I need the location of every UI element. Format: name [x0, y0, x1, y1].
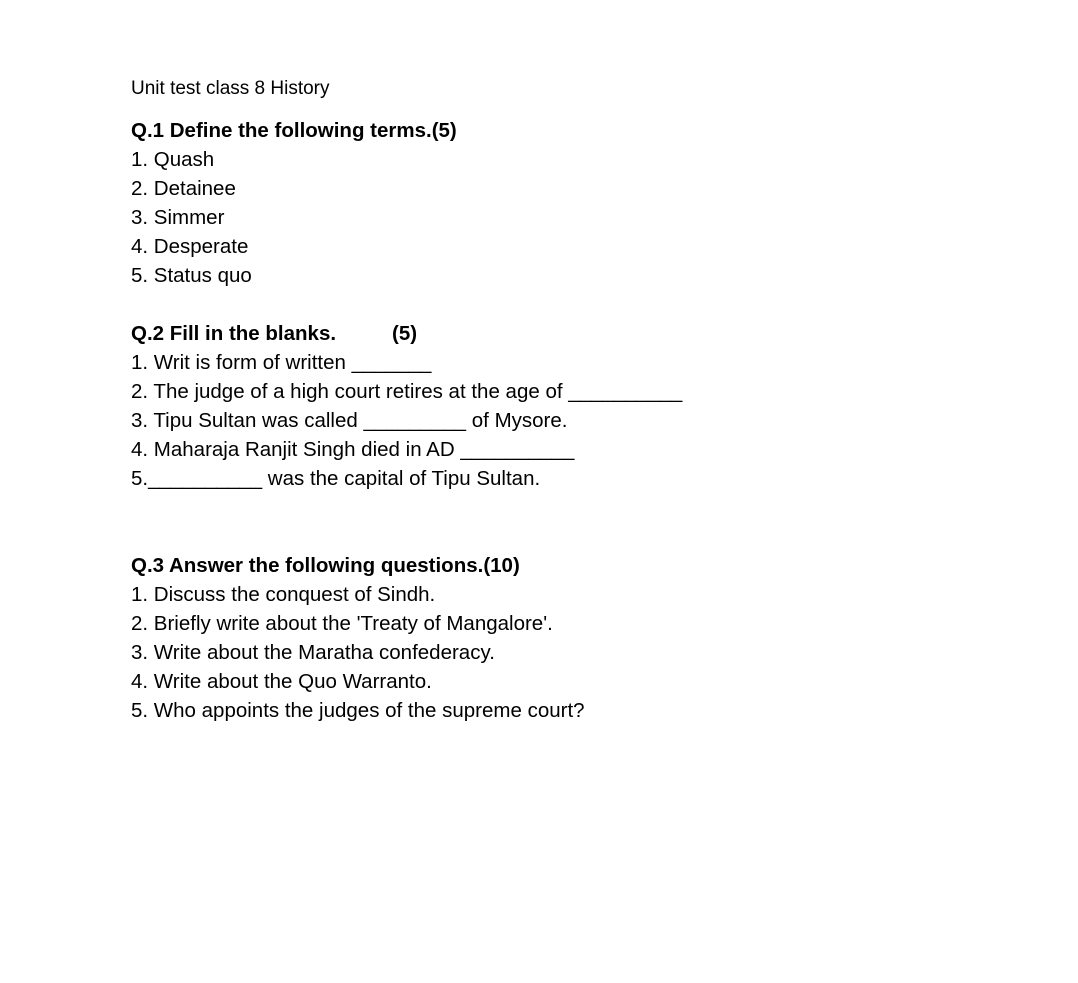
list-item: 2. The judge of a high court retires at the age of __________ — [131, 380, 683, 403]
list-item: 2. Briefly write about the 'Treaty of Mangalore'. — [131, 612, 553, 635]
document-title: Unit test class 8 History — [131, 78, 330, 99]
document-page — [131, 76, 1031, 725]
list-item: 3. Write about the Maratha confederacy. — [131, 641, 495, 664]
question-2-section — [131, 319, 1031, 493]
question-2-list — [131, 348, 1031, 493]
question-2-marks: (5) — [392, 322, 418, 345]
list-item: 1. Discuss the conquest of Sindh. — [131, 583, 436, 606]
question-3-heading: Q.3 Answer the following questions.(10) — [131, 554, 520, 577]
list-item: 4. Desperate — [131, 235, 249, 258]
list-item: 2. Detainee — [131, 177, 236, 200]
question-1-section — [131, 116, 1031, 290]
question-2-heading-row — [131, 319, 1031, 348]
list-item: 5. Status quo — [131, 264, 252, 287]
question-2-heading: Q.2 Fill in the blanks. — [131, 322, 337, 345]
list-item: 4. Write about the Quo Warranto. — [131, 670, 432, 693]
list-item: 5.__________ was the capital of Tipu Sultan. — [131, 467, 541, 490]
question-3-section — [131, 551, 1031, 725]
list-item: 1. Quash — [131, 148, 215, 171]
list-item: 1. Writ is form of written _______ — [131, 351, 432, 374]
list-item: 3. Tipu Sultan was called _________ of Mysore. — [131, 409, 568, 432]
list-item: 4. Maharaja Ranjit Singh died in AD __________ — [131, 438, 575, 461]
question-1-list — [131, 145, 1031, 290]
question-3-list — [131, 580, 1031, 725]
list-item: 5. Who appoints the judges of the supreme court? — [131, 699, 585, 722]
list-item: 3. Simmer — [131, 206, 225, 229]
question-1-heading: Q.1 Define the following terms.(5) — [131, 119, 457, 142]
